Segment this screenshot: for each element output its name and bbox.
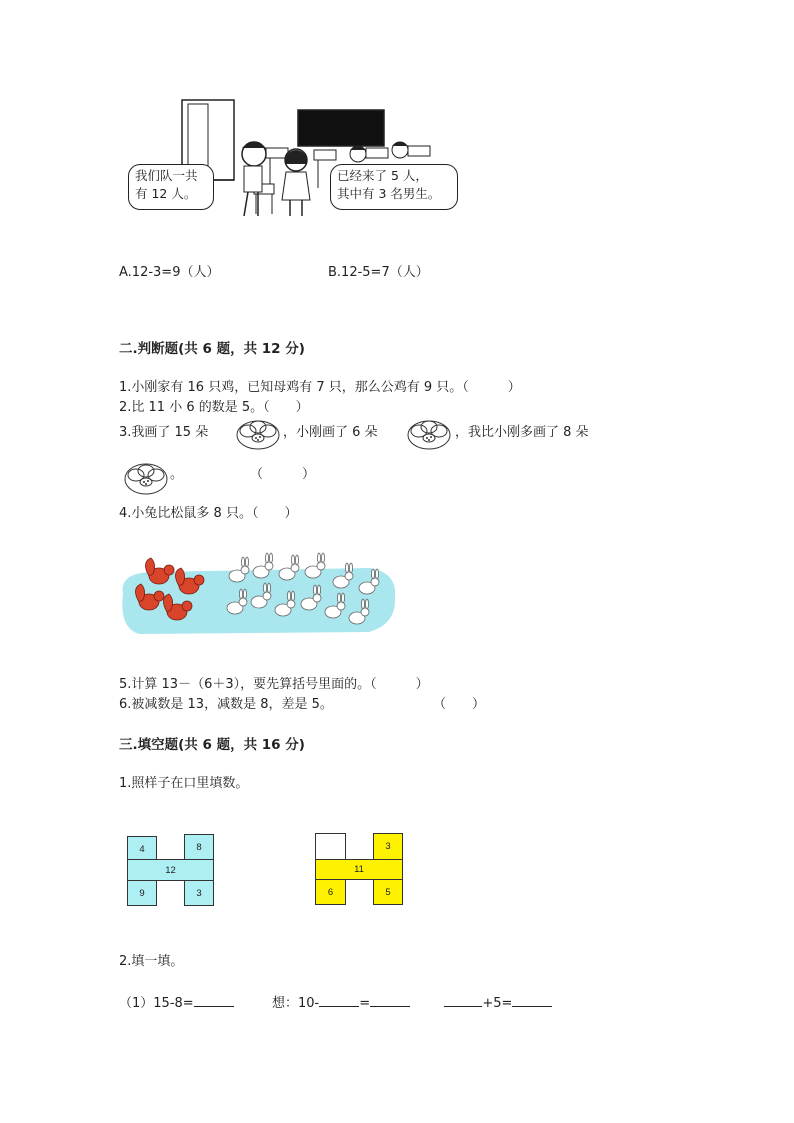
bubble-right-line1: 已经来了 5 人，: [337, 168, 428, 183]
h-task-middle: 11: [315, 859, 403, 880]
judge-question-3-part2: ，小刚画了 6 朵: [283, 425, 378, 440]
judge-question-5: 5.计算 13－（6＋3），要先算括号里面的。（ ）: [119, 677, 429, 692]
bubble-left-line2: 有 12 人。: [135, 186, 197, 201]
fill-question-1: 1.照样子在口里填数。: [119, 776, 249, 791]
judge-question-1: 1.小刚家有 16 只鸡，已知母鸡有 7 只，那么公鸡有 9 只。（ ）: [119, 380, 521, 395]
section2-heading: 二.判断题(共 6 题，共 12 分): [119, 341, 305, 357]
h-task-bottom-left: 6: [315, 879, 346, 905]
h-example-bottom-left: 9: [127, 880, 157, 906]
fill-question-2: 2.填一填。: [119, 954, 184, 969]
answer-blank-3[interactable]: [370, 993, 410, 1007]
judge-question-3-end: 。: [170, 467, 184, 482]
flower-icon: [405, 418, 453, 452]
answer-blank-4[interactable]: [444, 993, 482, 1007]
bubble-left-line1: 我们队一共: [135, 168, 198, 183]
bubble-right-line2: 其中有 3 名男生。: [337, 186, 441, 201]
q2-part4: +5=: [482, 996, 513, 1011]
q2-part1: （1）15-8=: [119, 996, 194, 1011]
judge-question-2: 2.比 11 小 6 的数是 5。（ ）: [119, 400, 309, 415]
answer-blank-2[interactable]: [319, 993, 359, 1007]
judge-question-4: 4.小兔比松鼠多 8 只。（ ）: [119, 506, 298, 521]
judge-question-6: 6.被减数是 13，减数是 8，差是 5。: [119, 697, 333, 712]
h-example-middle: 12: [127, 859, 214, 881]
rabbits-squirrels-illustration: [119, 552, 397, 636]
fill-question-2-line1: [119, 993, 552, 1012]
h-task-bottom-right: 5: [373, 879, 403, 905]
flower-icon: [122, 461, 170, 497]
option-b: B.12-5=7（人）: [328, 265, 429, 280]
speech-bubble-left: [128, 164, 214, 210]
h-example-top-left: 4: [127, 836, 157, 862]
judge-question-6-paren: （ ）: [433, 697, 486, 712]
judge-question-3-part1: 3.我画了 15 朵: [119, 425, 209, 440]
q2-part3: =: [359, 996, 371, 1011]
h-example-top-right: 8: [184, 834, 214, 860]
answer-blank-5[interactable]: [512, 993, 552, 1007]
judge-question-3-paren: （ ）: [250, 467, 316, 482]
h-example-bottom-right: 3: [184, 880, 214, 906]
answer-blank-1[interactable]: [194, 993, 234, 1007]
speech-bubble-right: [330, 164, 458, 210]
h-task-top-right: 3: [373, 833, 403, 860]
q2-part2: 想：10-: [271, 996, 320, 1011]
h-task-top-left-blank[interactable]: [315, 833, 346, 860]
section3-heading: 三.填空题(共 6 题，共 16 分): [119, 737, 305, 753]
judge-question-3-part3: ，我比小刚多画了 8 朵: [455, 425, 589, 440]
flower-icon: [234, 418, 282, 452]
option-a: A.12-3=9（人）: [119, 265, 220, 280]
